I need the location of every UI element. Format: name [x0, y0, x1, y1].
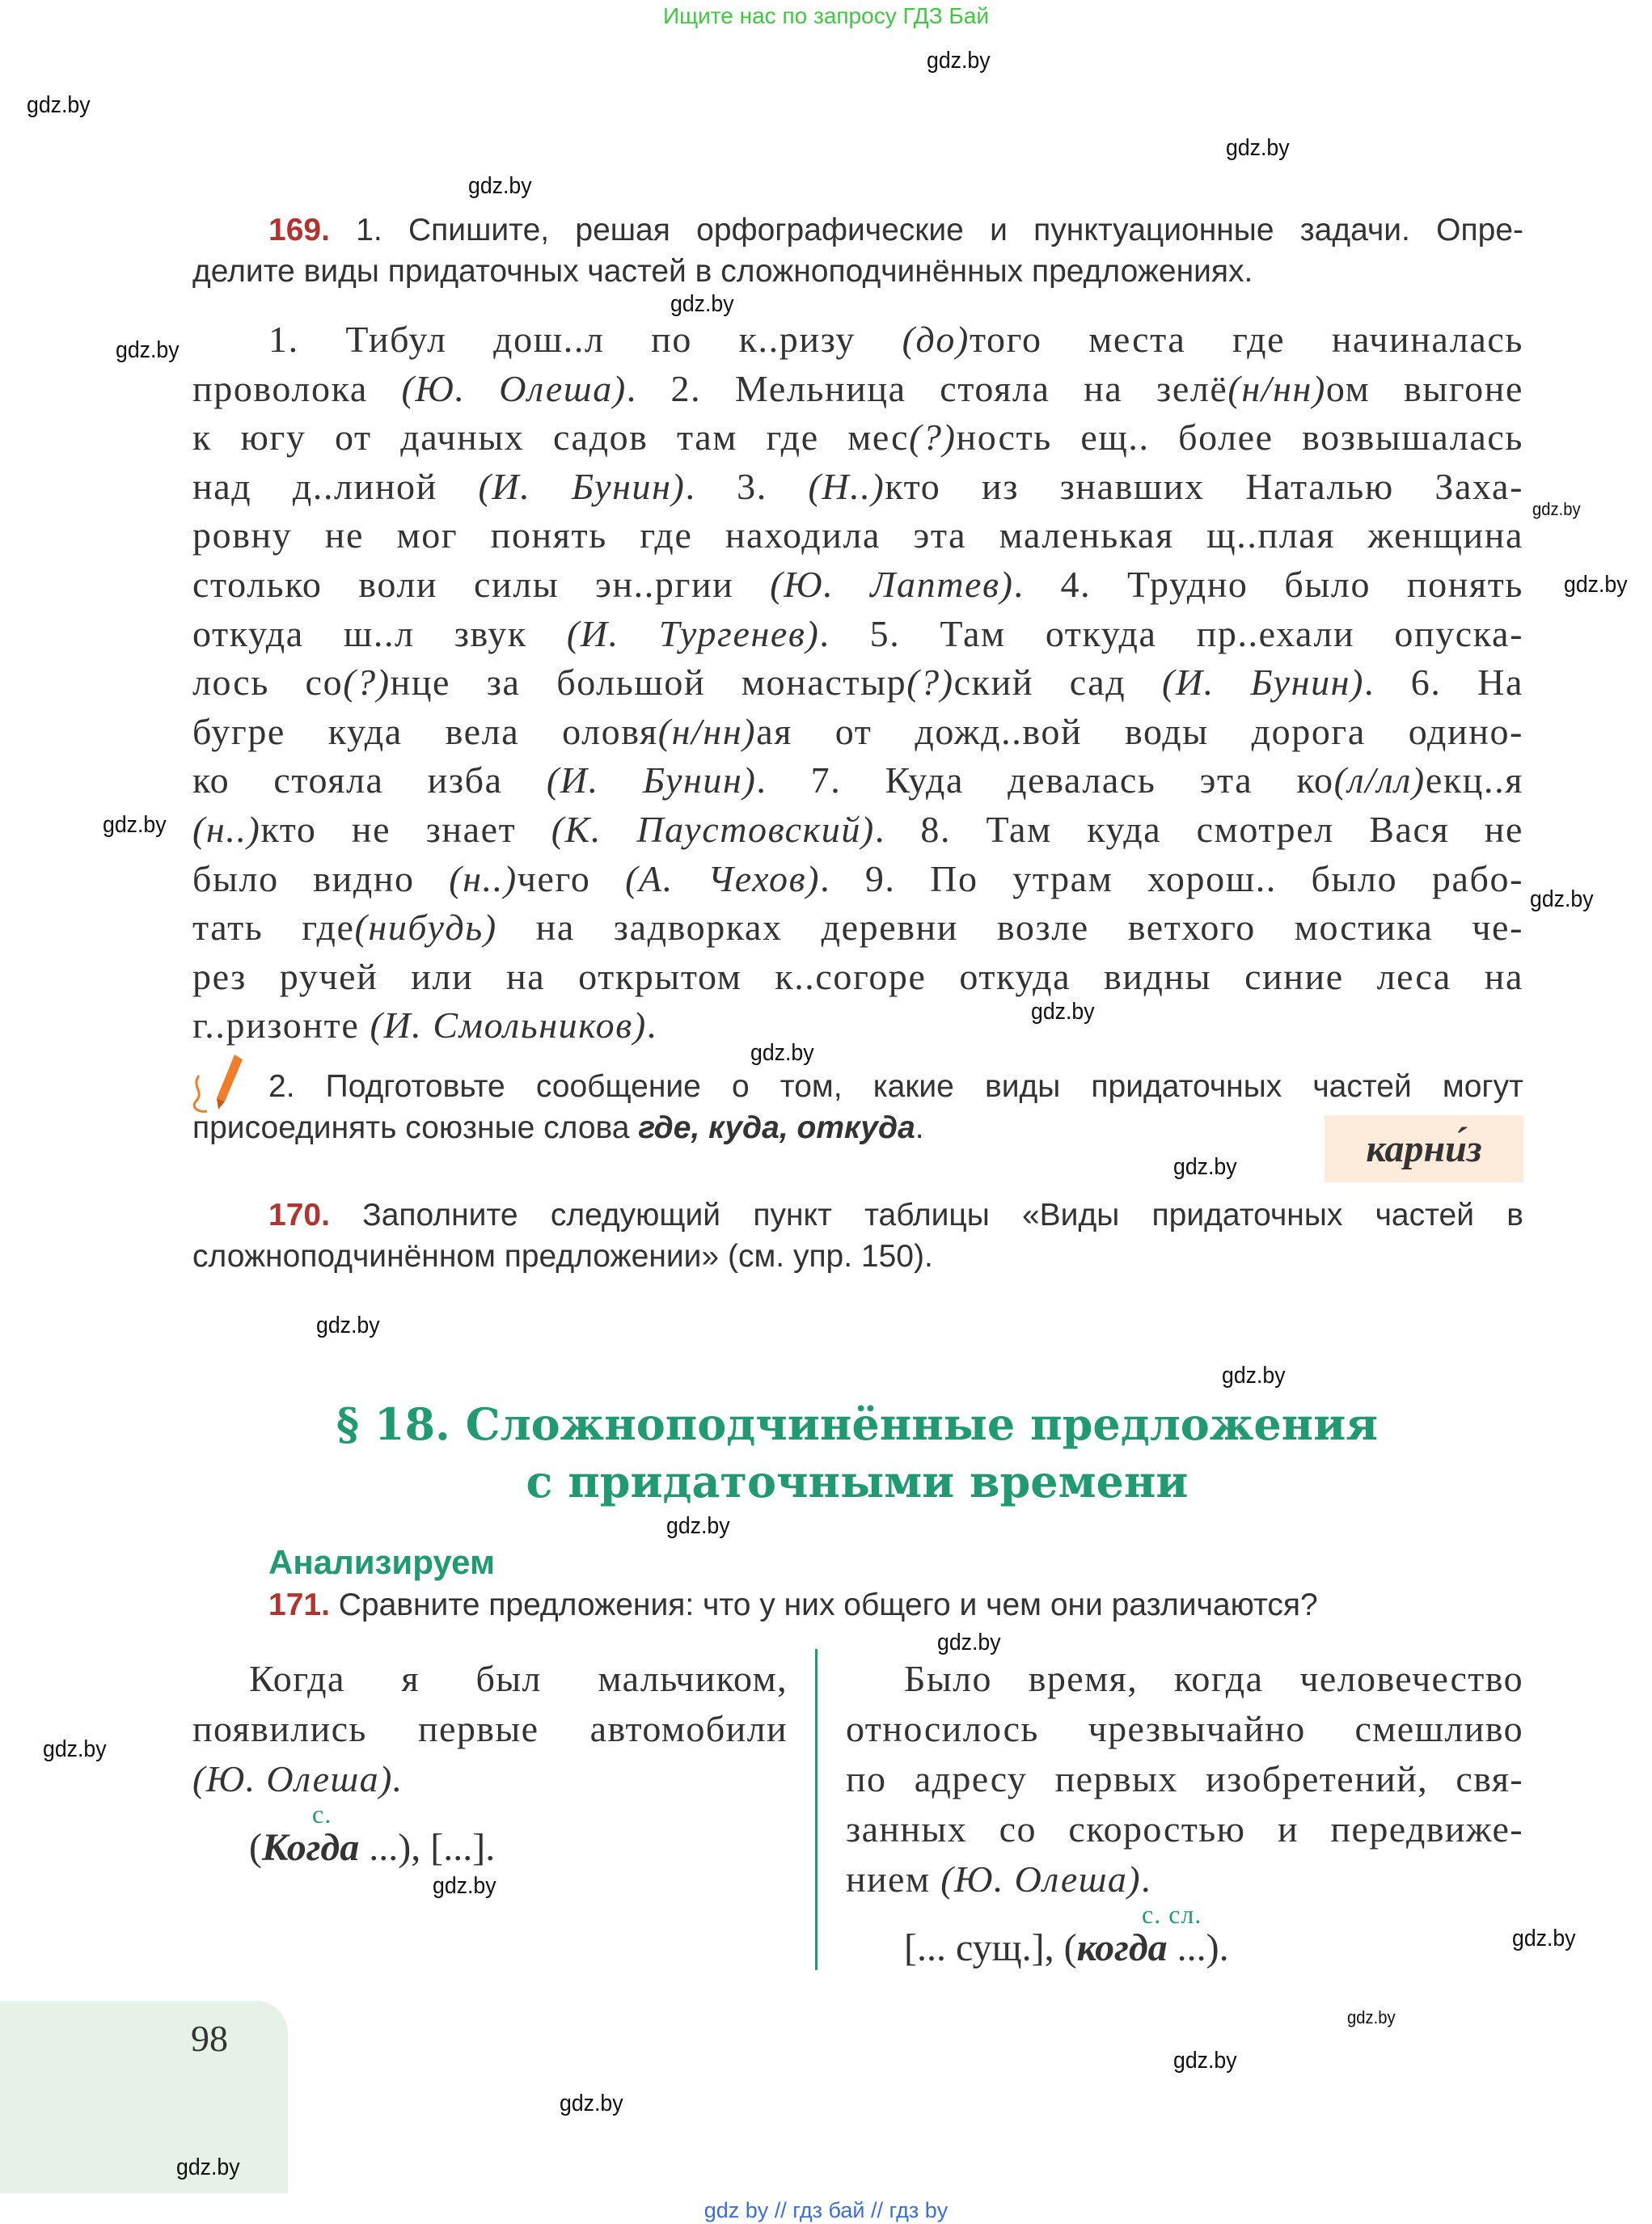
sentence-line: [192, 464, 1523, 509]
sentence-text: того места где начиналась: [969, 319, 1523, 360]
sentence-text: чего: [517, 857, 626, 899]
sentence-text: ровну не мог понять где находила эта маленькая щ..плая женщина: [192, 514, 1523, 556]
sentence-text: кто не знает: [260, 809, 551, 850]
watermark: gdz.by: [27, 92, 91, 118]
sentence-text: столько воли силы эн..ргии: [192, 564, 771, 605]
left-sentence-line: появились первые автомобили: [192, 1708, 788, 1749]
emphasized-words: где, куда, откуда: [638, 1110, 915, 1145]
task-text: присоединять союзные слова: [192, 1110, 639, 1145]
italic-hint: (К. Паустовский): [551, 809, 875, 850]
watermark: gdz.by: [1222, 1363, 1286, 1389]
sentence-text: ко стояла изба: [192, 759, 547, 801]
watermark: gdz.by: [468, 173, 532, 199]
italic-hint: (н/нн): [1227, 367, 1326, 409]
scheme-part: ...).: [1167, 1926, 1229, 1969]
task-text: сложноподчинённом предложении» (см. упр. 150).: [192, 1239, 933, 1274]
italic-hint: (?): [343, 662, 391, 704]
right-sentence-line: по адресу первых изобретений, свя-: [846, 1758, 1523, 1799]
exercise-number: 171.: [268, 1588, 330, 1622]
conjunction-mark: с. сл.: [1142, 1900, 1202, 1929]
sentence-text: было видно: [192, 857, 450, 899]
section-title-line2: с придаточными времени: [526, 1456, 1189, 1507]
footer-links: gdz by // гдз бай // гдз by: [703, 2198, 949, 2222]
italic-hint: (?): [906, 662, 954, 704]
right-sentence-line: относилось чрезвычайно смешливо: [846, 1708, 1523, 1749]
italic-hint: (И. Бунин): [1161, 662, 1365, 704]
watermark: gdz.by: [1532, 499, 1581, 519]
sentence-text: . 6. На: [1364, 662, 1523, 704]
task-text: Заполните следующий пункт таблицы «Виды придаточных частей в: [362, 1198, 1523, 1233]
sentence-line: [192, 513, 1523, 558]
sentence-text: нце за большой монастыр: [390, 662, 907, 704]
task-text: 2. Подготовьте сообщение о том, какие виды придаточных частей могут: [268, 1069, 1523, 1104]
sentence-line: [192, 611, 1523, 657]
sentence-line: [192, 562, 1523, 607]
sentence-line: [192, 758, 1523, 803]
scheme-conjunction: когда: [1076, 1926, 1168, 1969]
section-title-line1: § 18. Сложноподчинённые предложения: [336, 1398, 1379, 1450]
italic-hint: (Н..): [808, 465, 885, 507]
sentence-text: над д..линой: [192, 465, 479, 507]
sentence-text: бугре куда вела оловя: [192, 710, 658, 752]
watermark: gdz.by: [670, 291, 734, 317]
italic-hint: (И. Тургенев): [566, 612, 820, 654]
scheme-part: (: [249, 1826, 262, 1869]
sentence-text: ский сад: [953, 662, 1162, 704]
search-hint: Ищите нас по запросу ГДЗ Бай: [662, 3, 990, 28]
watermark: gdz.by: [1512, 1926, 1576, 1951]
watermark: gdz.by: [1173, 2048, 1237, 2074]
task-text: Сравните предложения: что у них общего и чем они различаются?: [338, 1588, 1318, 1622]
watermark: gdz.by: [103, 812, 167, 838]
page-number: 98: [191, 2018, 228, 2059]
italic-hint: (И. Бунин): [478, 465, 686, 507]
sentence-text: рез ручей или на открытом к..согоре откуда видны синие леса на: [192, 955, 1523, 997]
watermark: gdz.by: [316, 1313, 380, 1338]
left-sentence-line: Когда я был мальчиком,: [249, 1658, 788, 1699]
sentence-text: . 4. Трудно было понять: [1013, 564, 1523, 605]
watermark: gdz.by: [560, 2091, 623, 2116]
sentence-text: . 5. Там откуда пр..ехали опуска-: [819, 612, 1523, 654]
right-scheme: [904, 1927, 1229, 1969]
watermark: gdz.by: [937, 1630, 1001, 1655]
conjunction-mark: с.: [312, 1799, 332, 1829]
sentence-line: [192, 1003, 1523, 1048]
ex170-task: [192, 1194, 1523, 1277]
italic-hint: (н..): [192, 809, 261, 850]
watermark: gdz.by: [1564, 572, 1628, 598]
sentence-text: лось со: [192, 662, 344, 704]
watermark: gdz.by: [927, 48, 991, 74]
sentence-text: кто из знавших Наталью Заха-: [885, 465, 1523, 507]
sentence-text: откуда ш..л звук: [192, 612, 567, 654]
italic-hint: (л/лл): [1333, 759, 1426, 801]
right-author: (Ю. Олеша): [940, 1858, 1141, 1900]
task-text: делите виды придаточных частей в сложноподчинённых предложениях.: [192, 254, 1253, 289]
sentence-line: [192, 415, 1523, 460]
italic-hint: (н..): [449, 857, 518, 899]
sentence-text: тать где: [192, 907, 355, 949]
watermark: gdz.by: [1226, 135, 1290, 161]
italic-hint: (до): [902, 319, 970, 360]
sentence-line: [192, 905, 1523, 950]
watermark: gdz.by: [176, 2154, 240, 2180]
sentence-part: .: [1140, 1858, 1151, 1900]
sentence-text: . 2. Мельница стояла на зелё: [626, 367, 1228, 409]
scheme-part: ...), [...].: [359, 1826, 496, 1869]
vocabulary-word-box: карни́з: [1325, 1115, 1523, 1182]
sentence-text: . 9. По утрам хорош.. было рабо-: [820, 857, 1523, 899]
sentence-text: екц..я: [1425, 759, 1523, 801]
watermark: gdz.by: [1347, 2007, 1396, 2027]
italic-hint: (Ю. Лаптев): [770, 564, 1014, 605]
watermark: gdz.by: [433, 1873, 496, 1899]
ex171-task: [268, 1584, 1318, 1626]
ex169-task: [192, 209, 1523, 292]
watermark: gdz.by: [750, 1040, 814, 1066]
watermark: gdz.by: [1031, 999, 1095, 1025]
scheme-part: [... сущ.], (: [904, 1926, 1077, 1969]
column-divider: [815, 1649, 818, 1970]
page-number-box: [0, 2001, 288, 2193]
sentence-text: к югу от дачных садов там где мес: [192, 416, 910, 459]
task-text: .: [915, 1110, 924, 1145]
sentence-line: [192, 954, 1523, 1000]
italic-hint: (И. Смольников): [370, 1004, 647, 1046]
sentence-line: [192, 807, 1523, 852]
watermark: gdz.by: [666, 1513, 730, 1539]
watermark: gdz.by: [116, 337, 180, 363]
sentence-line: [192, 366, 1523, 412]
sentence-text: проволока: [192, 367, 402, 409]
italic-hint: (н/нн): [657, 710, 757, 752]
watermark: gdz.by: [43, 1736, 107, 1762]
sentence-text: 1. Тибул дош..л по к..ризу: [268, 319, 902, 360]
task-text: 1. Спишите, решая орфографические и пунктуационные задачи. Опре-: [356, 213, 1523, 247]
italic-hint: (Ю. Олеша): [401, 367, 627, 409]
sentence-text: ность ещ.. более возвышалась: [956, 416, 1523, 459]
exercise-number: 169.: [268, 213, 330, 247]
italic-hint: (?): [909, 416, 957, 459]
subheading: Анализируем: [268, 1543, 496, 1581]
italic-hint: (А. Чехов): [625, 857, 821, 899]
sentence-text: ая от дожд..вой воды дорога одино-: [756, 710, 1523, 752]
scheme-conjunction: Когда: [261, 1826, 360, 1869]
left-author: (Ю. Олеша).: [192, 1758, 403, 1799]
sentence-text: г..ризонте: [192, 1004, 370, 1046]
sentence-text: .: [646, 1004, 657, 1046]
sentence-part: нием: [846, 1858, 941, 1900]
italic-hint: (нибудь): [354, 907, 497, 949]
sentence-text: . 7. Куда девалась эта ко: [756, 759, 1334, 801]
left-scheme: [249, 1827, 495, 1869]
right-sentence-line: [846, 1857, 1151, 1902]
sentence-line: [192, 660, 1523, 705]
watermark: gdz.by: [1173, 1154, 1237, 1180]
exercise-number: 170.: [268, 1198, 330, 1233]
sentence-line: [268, 317, 1523, 362]
sentence-text: . 8. Там куда смотрел Вася не: [874, 809, 1523, 850]
sentence-text: . 3.: [685, 465, 809, 507]
right-sentence-line: Было время, когда человечество: [904, 1658, 1523, 1699]
sentence-text: ом выгоне: [1325, 367, 1523, 409]
watermark: gdz.by: [1530, 886, 1594, 912]
italic-hint: (И. Бунин): [546, 759, 757, 801]
right-sentence-line: занных со скоростью и передвиже-: [846, 1808, 1523, 1850]
sentence-line: [192, 709, 1523, 755]
sentence-line: [192, 856, 1523, 902]
sentence-text: на задворках деревни возле ветхого мостика че-: [496, 907, 1523, 949]
